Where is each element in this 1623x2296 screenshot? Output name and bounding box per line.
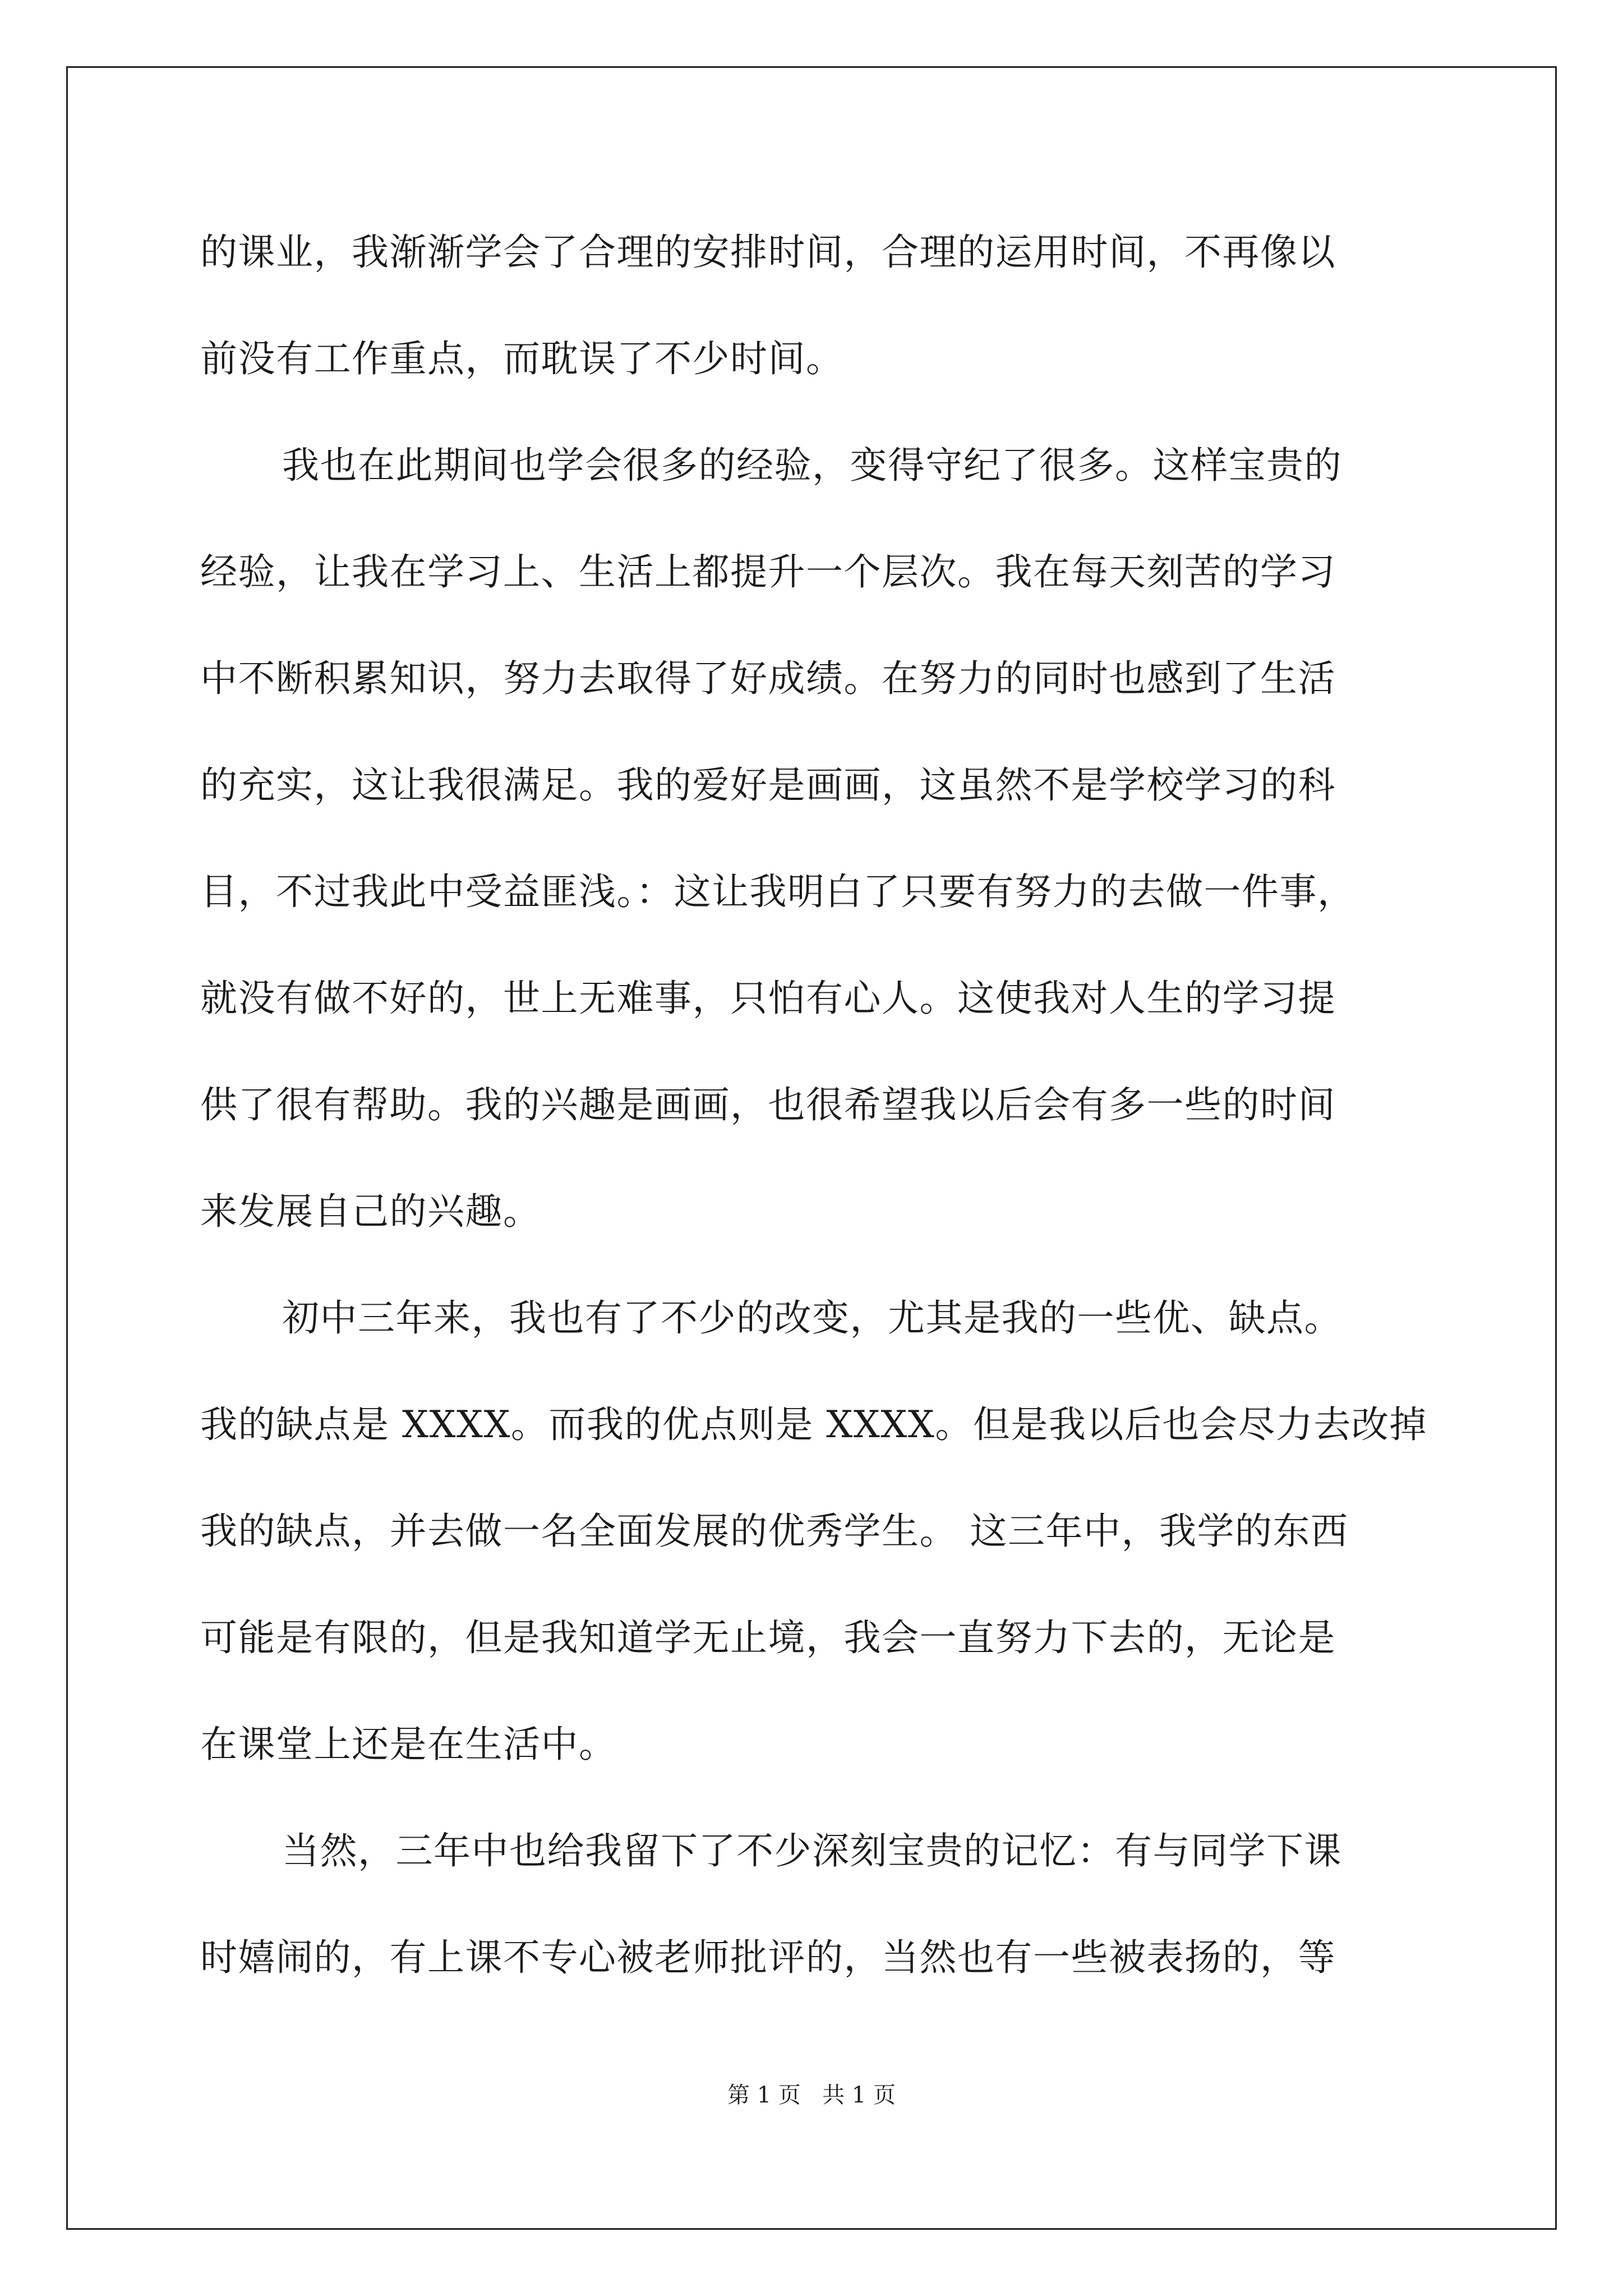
text-line: 中不断积累知识，努力去取得了好成绩。在努力的同时也感到了生活	[200, 657, 1336, 700]
text-line: 的充实，这让我很满足。我的爱好是画画，这虽然不是学校学习的科	[200, 763, 1336, 807]
text-line: 可能是有限的，但是我知道学无止境，我会一直努力下去的，无论是	[200, 1616, 1336, 1659]
text-line: 就没有做不好的，世上无难事，只怕有心人。这使我对人生的学习提	[200, 977, 1336, 1020]
document-body	[200, 222, 1456, 2033]
text-line: 时嬉闹的，有上课不专心被老师批评的，当然也有一些被表扬的，等	[200, 1936, 1336, 1979]
text-line: 的课业，我渐渐学会了合理的安排时间，合理的运用时间，不再像以	[200, 231, 1336, 274]
text-line: 前没有工作重点，而耽误了不少时间。	[200, 337, 844, 380]
paragraph	[200, 1287, 1456, 1820]
text-line: 我的缺点，并去做一名全面发展的优秀学生。 这三年中，我学的东西	[200, 1510, 1349, 1553]
paragraph	[200, 222, 1456, 435]
text-line: 目，不过我此中受益匪浅。：这让我明白了只要有努力的去做一件事，	[200, 870, 1355, 913]
text-line: 在课堂上还是在生活中。	[200, 1723, 617, 1766]
text-line: 当然，三年中也给我留下了不少深刻宝贵的记忆：有与同学下课	[282, 1829, 1342, 1872]
text-line: 我也在此期间也学会很多的经验，变得守纪了很多。这样宝贵的	[282, 444, 1342, 487]
text-line: 供了很有帮助。我的兴趣是画画，也很希望我以后会有多一些的时间	[200, 1083, 1336, 1126]
paragraph	[200, 435, 1456, 1287]
text-line: 来发展自己的兴趣。	[200, 1190, 541, 1233]
page-footer: 第 1 页 共 1 页	[727, 2082, 896, 2108]
text-line: 经验，让我在学习上、生活上都提升一个层次。我在每天刻苦的学习	[200, 550, 1336, 593]
text-line: 我的缺点是 XXXX。而我的优点则是 XXXX。但是我以后也会尽力去改掉	[200, 1403, 1427, 1446]
paragraph	[200, 1820, 1456, 2033]
text-line: 初中三年来，我也有了不少的改变，尤其是我的一些优、缺点。	[282, 1296, 1342, 1340]
